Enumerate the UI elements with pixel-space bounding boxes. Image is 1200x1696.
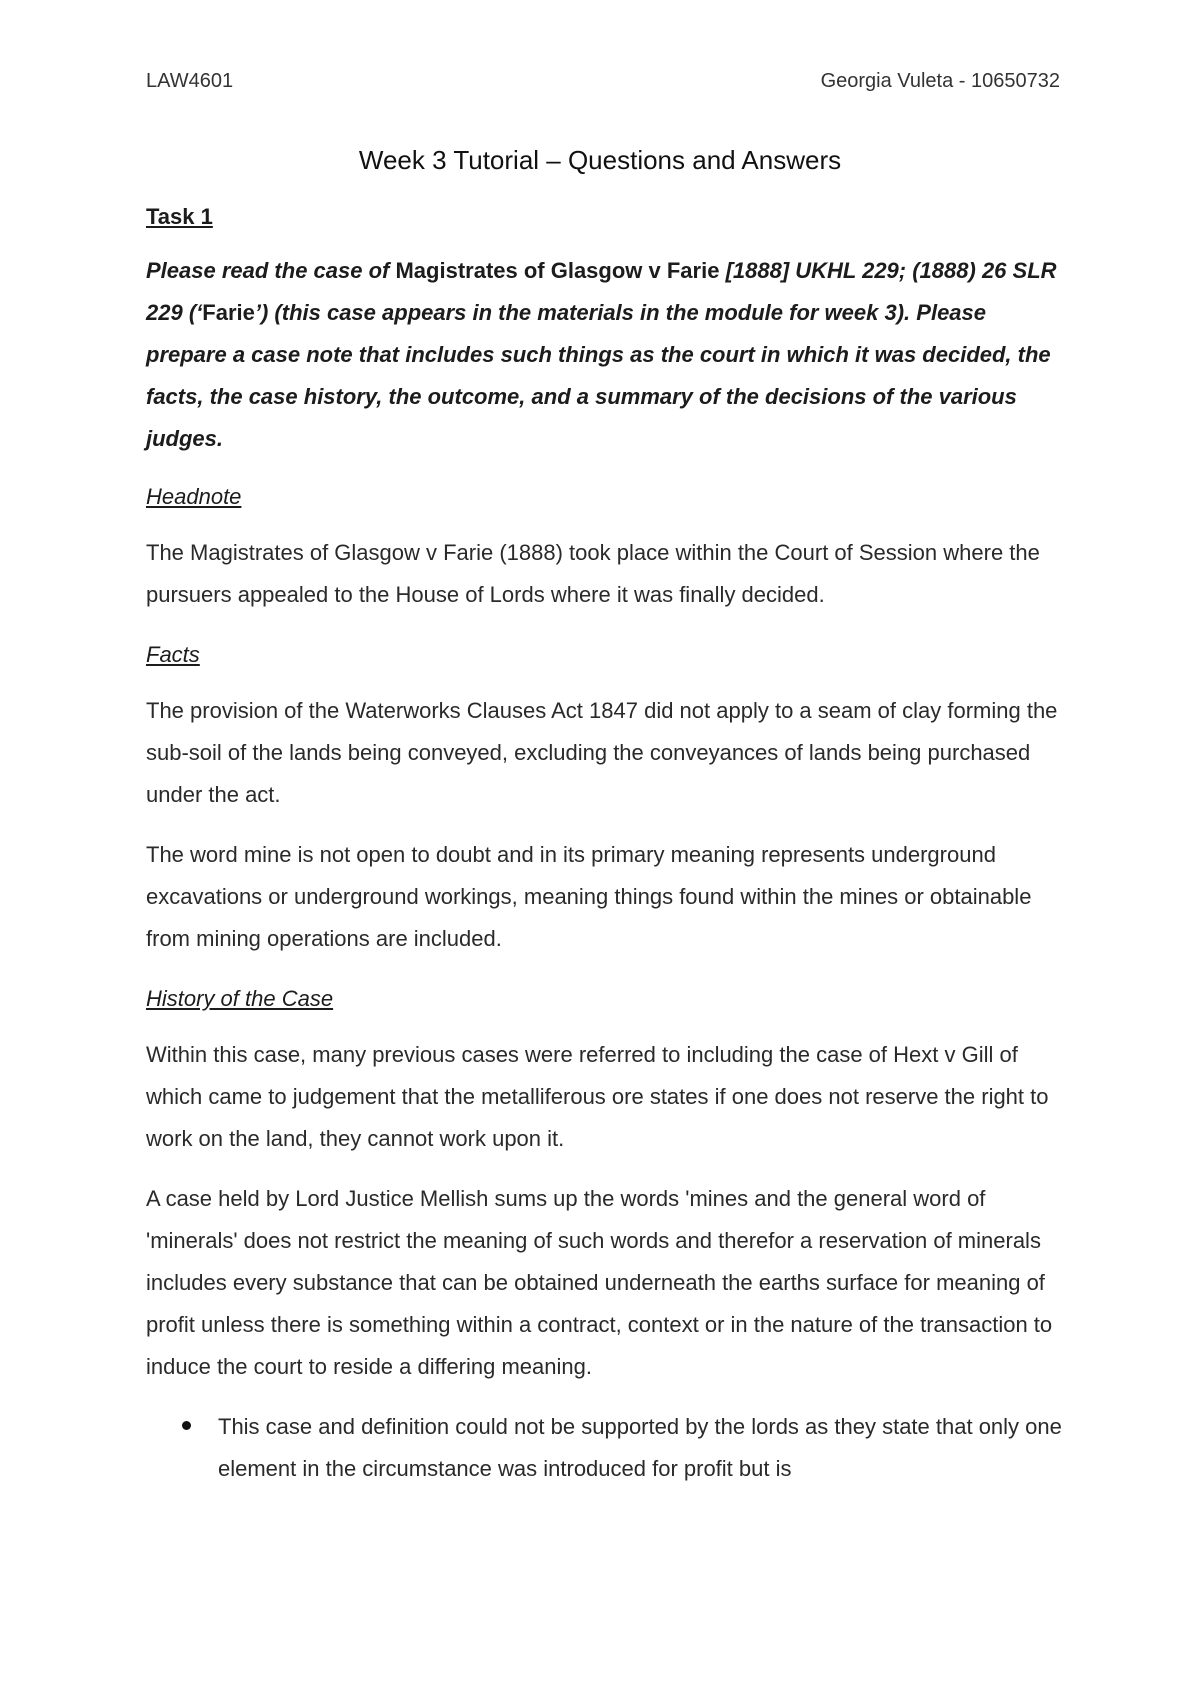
question-text-1: Please read the case of [146,258,396,283]
question-text-3: ’) (this case appears in the materials in the module for week 3). Please prepare a case note that includes such things as the court in which it was decided, the facts, the case history, the outcome, and a summary of the decisions of the various judges. [146,300,1051,451]
section-heading-headnote: Headnote [146,484,242,509]
question-text-2: [1888] UKHL 229; (1888) 26 SLR 229 (‘ [146,258,1057,325]
list-item [218,1406,1070,1490]
history-paragraph: Within this case, many previous cases were referred to including the case of Hext v Gill of which came to judgement that the metalliferous ore states if one does not reserve the right to work on the land, they cannot work upon it. [146,1042,1049,1151]
list-item-text: This case and definition could not be supported by the lords as they state that only one element in the circumstance was introduced for profit but is [218,1414,1062,1481]
headnote-paragraph: The Magistrates of Glasgow v Farie (1888) took place within the Court of Session where the pursuers appealed to the House of Lords where it was finally decided. [146,540,1040,607]
task-label: Task 1 [146,204,213,229]
section-heading-facts: Facts [146,642,200,667]
document-body [146,196,1070,1490]
page-title: Week 3 Tutorial – Questions and Answers [358,145,842,175]
history-bullet-list [146,1406,1070,1490]
header-course-code: LAW4601 [146,70,234,92]
bullet-icon [182,1421,191,1430]
history-paragraph: A case held by Lord Justice Mellish sums up the words 'mines and the general word of 'minerals' does not restrict the meaning of such words and therefor a reservation of minerals includes every substance that can be obtained underneath the earths surface for meaning of profit unless there is something within a contract, context or in the nature of the transaction to induce the court to reside a differing meaning. [146,1186,1053,1379]
question-short-name: Farie [202,300,255,325]
header-author: Georgia Vuleta - 10650732 [820,70,1060,92]
facts-paragraph: The provision of the Waterworks Clauses Act 1847 did not apply to a seam of clay forming the sub-soil of the lands being conveyed, excluding the conveyances of lands being purchased under the act. [146,698,1058,807]
facts-paragraph: The word mine is not open to doubt and in its primary meaning represents underground excavations or underground workings, meaning things found within the mines or obtainable from mining operations are included. [146,842,1032,951]
task-question [146,250,1070,460]
question-case-name: Magistrates of Glasgow v Farie [395,258,720,283]
section-heading-history: History of the Case [146,986,334,1011]
